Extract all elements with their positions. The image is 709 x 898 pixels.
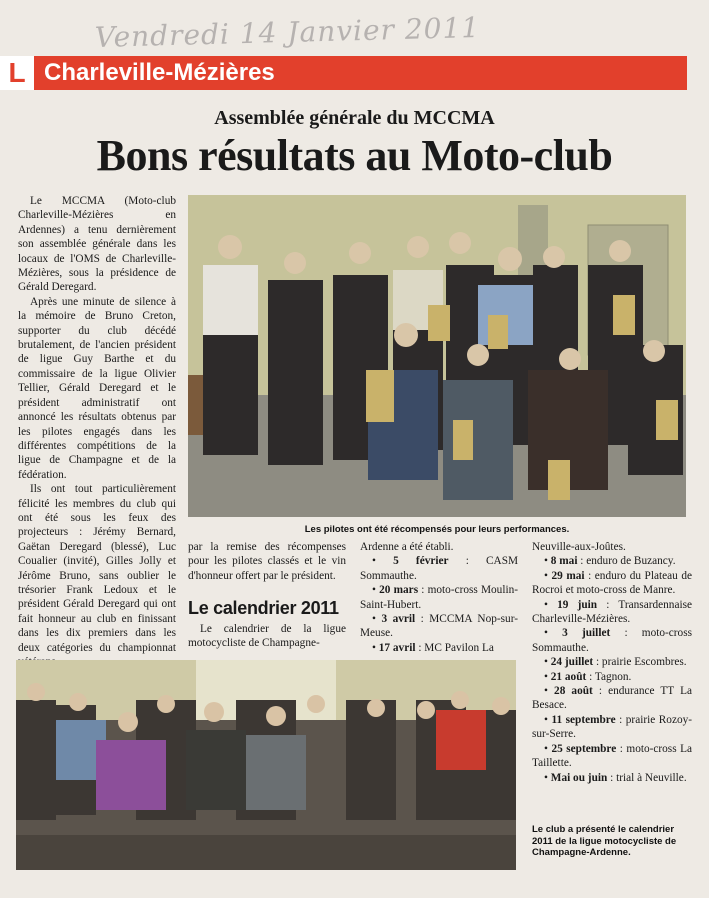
article-kicker: Assemblée générale du MCCMA <box>214 107 495 129</box>
handwritten-date: Vendredi 14 Janvier 2011 <box>94 10 481 54</box>
section-title: Charleville-Mézières <box>44 59 275 86</box>
calendar-entry: • 19 juin : Transardennaise Charleville-Mézières. <box>532 598 693 626</box>
calendar-entry: • 5 février : CASM Sommauthe. <box>360 555 519 582</box>
photo-caption-top: Les pilotes ont été récompensés pour leurs performances. <box>304 524 570 535</box>
calendar-entry: Ardenne a été établi. <box>360 541 454 553</box>
photo-caption-bottom: Le club a présenté le calendrier 2011 de la ligue motocycliste de Champagne-Ardenne. <box>532 824 677 858</box>
paragraph: Ils ont tout particulièrement félicité les membres du club qui ont été sous les feux des projecteurs : Jérémy Bernard, Gaëtan Deregard (blessé), Luc Coualier (invité), Gilles Jolly et Jérôme Bruno, sans oublier le trésorier Frank Ledoux et le président Gérald Deregard qui ont fait honneur au club en finissant dans les dix premiers dans les deux catégories du championnat <box>18 483 176 654</box>
calendar-entry: • 24 juillet : prairie Escombres. <box>544 656 687 669</box>
photo-audience <box>16 660 516 870</box>
calendar-entry: • 20 mars : moto-cross Moulin-Saint-Hubert. <box>360 584 519 611</box>
photo-riders-trophies <box>188 195 686 517</box>
calendar-entry: • 28 août : endurance TT La Besace. <box>532 685 692 712</box>
paragraph: Le calendrier de la ligue motocycliste de Champagne- <box>188 623 346 650</box>
calendar-entry: • 3 avril : MCCMA Nop-sur-Meuse. <box>360 613 518 640</box>
calendar-column-d <box>532 540 692 785</box>
photo-audience-image <box>16 660 516 870</box>
calendar-entry: Neuville-aux-Joûtes. <box>532 541 626 553</box>
calendar-entry: • 29 mai : enduro du Plateau de Rocroi et moto-cross de Manre. <box>532 569 693 597</box>
article-column-left <box>18 194 176 684</box>
photo-riders-image <box>188 195 686 517</box>
calendar-entry: • 21 août : Tagnon. <box>544 670 632 683</box>
calendar-intro <box>188 622 346 651</box>
calendar-entry: • 11 septembre : prairie Rozoy-sur-Serre. <box>532 713 693 741</box>
article-column-b <box>188 540 346 583</box>
paragraph: Le MCCMA (Moto-club Charleville-Mézières en Ardennes) a tenu dernièrement son assemblée générale dans les locaux de l'OMS de Charleville-Mézières, sous la présidence de Gérald Deregard. <box>18 195 176 294</box>
paragraph: par la remise des récompenses pour les pilotes classés et le vin d'honneur offert par le président. <box>188 541 346 582</box>
calendar-entry: • 8 mai : enduro de Buzancy. <box>544 555 676 568</box>
calendar-entry: • 3 juillet : moto-cross Sommauthe. <box>532 627 692 654</box>
calendar-heading: Le calendrier 2011 <box>188 598 339 618</box>
newspaper-logo: L <box>0 56 34 90</box>
calendar-entry: • Mai ou juin : trial à Neuville. <box>544 771 687 784</box>
article-headline: Bons résultats au Moto-club <box>96 131 613 180</box>
calendar-column-c <box>360 540 518 655</box>
calendar-entry: • 17 avril : MC Pavilon La <box>372 641 494 654</box>
paragraph: Après une minute de silence à la mémoire de Bruno Creton, supporter du club décédé brutalement, de l'ancien président de ligue Guy Barthe et du commissaire de la ligue Olivier Tellier, Gérald Deregard et le président administratif ont annoncé les résultats obtenus par les pilotes engagés dans les différentes compétitions de la ligue de Champagne et de la fédération. <box>18 295 176 481</box>
calendar-entry: • 25 septembre : moto-cross La Taillette. <box>532 742 693 770</box>
